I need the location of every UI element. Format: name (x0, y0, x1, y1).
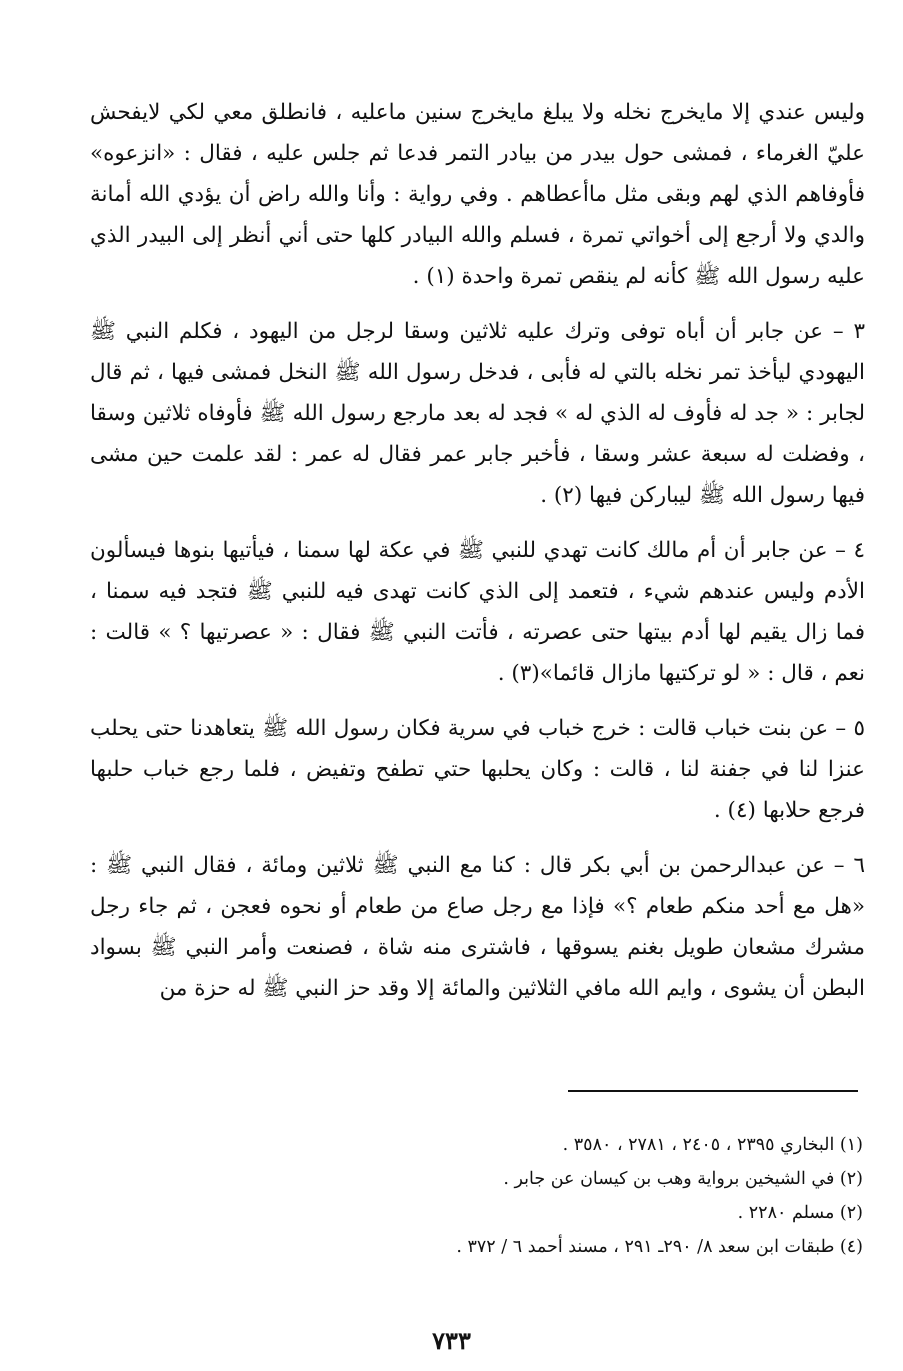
footnote-divider (568, 1090, 858, 1092)
footnote-3: (٢) مسلم ٢٢٨٠ . (737, 1203, 863, 1223)
page-number: ٧٣٣ (432, 1326, 471, 1355)
main-text (90, 92, 865, 1009)
paragraph-hadith-3: ٣ – عن جابر أن أباه توفى وترك عليه ثلاثين وسقا لرجل من اليهود ، فكلم النبي ﷺ اليهودي ليأخذ تمر نخله بالتي له فأبى ، فدخل رسول الله ﷺ النخل فمشى فيها ، ثم قال لجابر : « جد له فأوف له الذي له » فجد له بعد مارجع رسول الله ﷺ فأوفاه ثلاثين وسقا ، وفضلت له سبعة عشر وسقا ، فأخبر جابر عمر فقال له عمر : لقد علمت حين مشى فيها رسول الله ﷺ ليباركن فيها (٢) . (90, 319, 865, 508)
footnotes (90, 1128, 863, 1264)
footnote-4: (٤) طبقات ابن سعد ٨/ ٢٩٠ـ ٢٩١ ، مسند أحمد ٦ / ٣٧٢ . (456, 1237, 863, 1257)
footnote-1: (١) البخاري ٢٣٩٥ ، ٢٤٠٥ ، ٢٧٨١ ، ٣٥٨٠ . (562, 1135, 863, 1155)
footnote-2: (٢) في الشيخين برواية وهب بن كيسان عن جابر . (503, 1169, 863, 1189)
paragraph-continued: وليس عندي إلا مايخرج نخله ولا يبلغ مايخرج سنين ماعليه ، فانطلق معي لكي لايفحش عليّ الغرماء ، فمشى حول بيدر من بيادر التمر فدعا ثم جلس عليه ، فقال : «انزعوه» فأوفاهم الذي لهم وبقى مثل ماأعطاهم . وفي رواية : وأنا والله راض أن يؤدي الله أمانة والدي ولا أرجع إلى أخواتي تمرة ، فسلم والله البيادر كلها حتى أني أنظر إلى البيدر الذي عليه رسول الله ﷺ كأنه لم ينقص تمرة واحدة (١) . (90, 100, 865, 289)
paragraph-hadith-4: ٤ – عن جابر أن أم مالك كانت تهدي للنبي ﷺ في عكة لها سمنا ، فيأتيها بنوها فيسألون الأدم وليس عندهم شيء ، فتعمد إلى الذي كانت تهدى فيه للنبي ﷺ فتجد فيه سمنا ، فما زال يقيم لها أدم بيتها حتى عصرته ، فأتت النبي ﷺ فقال : « عصرتيها ؟ » قالت : نعم ، قال : « لو تركتيها مازال قائما»(٣) . (90, 538, 865, 686)
paragraph-hadith-5: ٥ – عن بنت خباب قالت : خرج خباب في سرية فكان رسول الله ﷺ يتعاهدنا حتى يحلب عنزا لنا في جفنة لنا ، قالت : وكان يحلبها حتي تطفح وتفيض ، فلما رجع خباب حلبها فرجع حلابها (٤) . (90, 716, 865, 823)
paragraph-hadith-6: ٦ – عن عبدالرحمن بن أبي بكر قال : كنا مع النبي ﷺ ثلاثين ومائة ، فقال النبي ﷺ : «هل مع أحد منكم طعام ؟» فإذا مع رجل صاع من طعام أو نحوه فعجن ، ثم جاء رجل مشرك مشعان طويل بغنم يسوقها ، فاشترى منه شاة ، فصنعت وأمر النبي ﷺ بسواد البطن أن يشوى ، وايم الله مافي الثلاثين والمائة إلا وقد حز النبي ﷺ له حزة من (90, 853, 865, 1001)
